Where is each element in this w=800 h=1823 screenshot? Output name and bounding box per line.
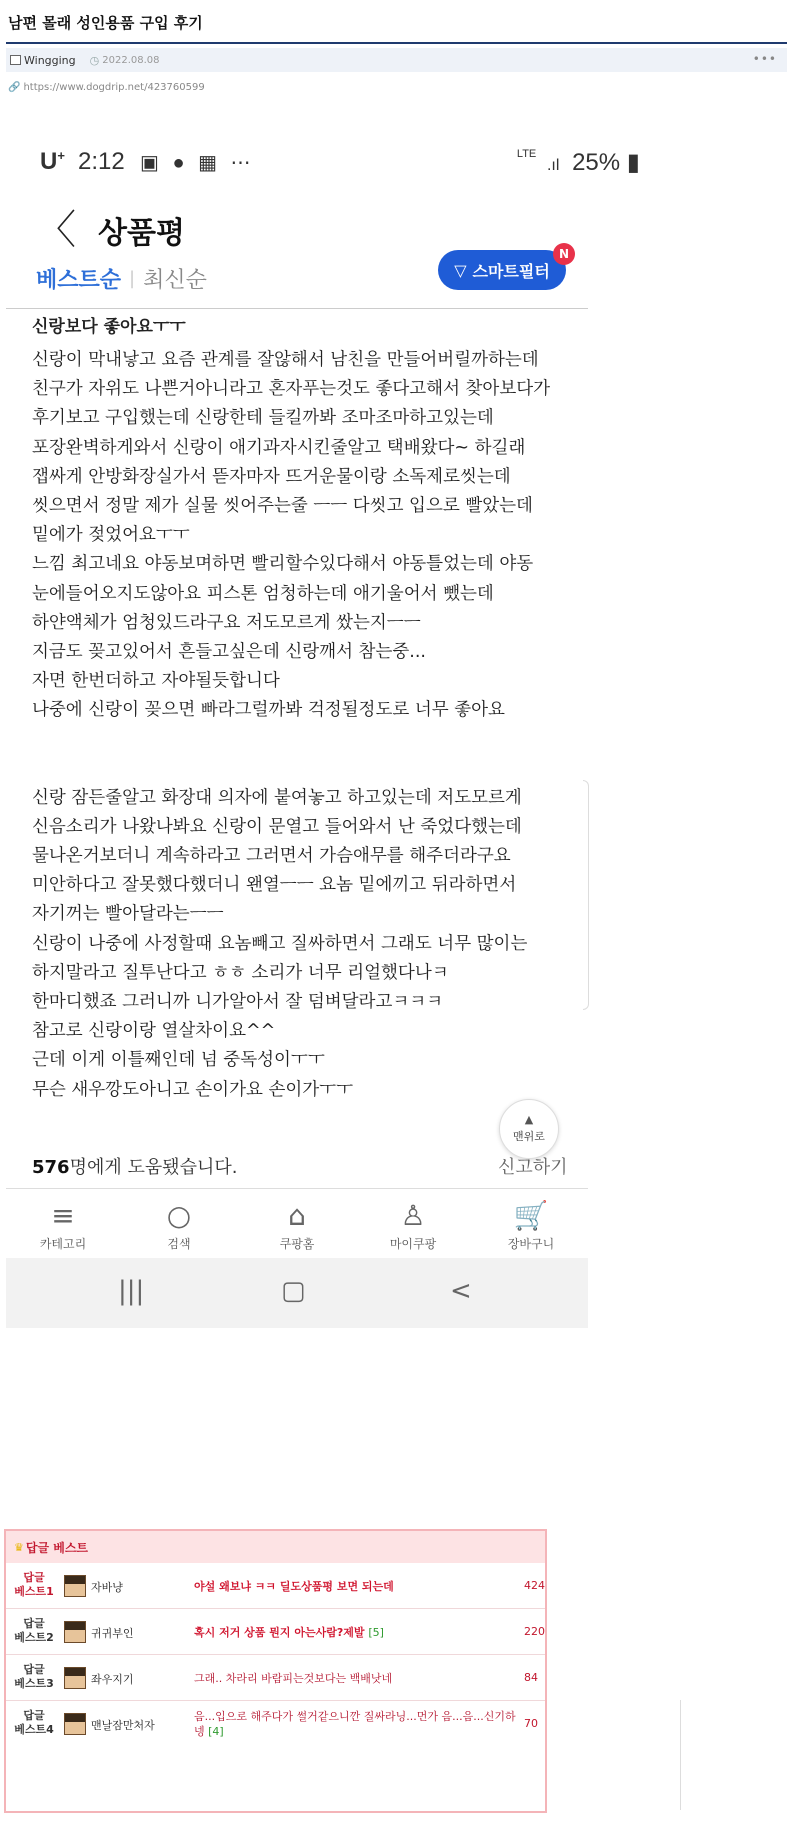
sort-separator: |: [129, 267, 136, 289]
review-line: 나중에 신랑이 꽂으면 빠라그럴까봐 걱정될정도로 너무 좋아요: [32, 700, 505, 721]
avatar: [64, 1713, 86, 1735]
android-nav-bar: [6, 1258, 588, 1328]
best-replies-title: 답글 베스트: [25, 1540, 89, 1555]
review-line: 밑에가 젖었어요ㅜㅜ: [32, 525, 190, 546]
post-date: 2022.08.08: [102, 54, 160, 66]
home-icon: ⌂: [288, 1199, 306, 1232]
review-line: 눈에들어오지도않아요 피스톤 엄청하는데 애기울어서 뺐는데: [32, 583, 494, 604]
clock-icon: ◷: [89, 53, 100, 67]
report-link[interactable]: 신고하기: [498, 1157, 568, 1178]
sort-best-tab[interactable]: 베스트순: [36, 267, 122, 293]
nav-label: 검색: [167, 1237, 191, 1251]
scroll-to-top-button[interactable]: [499, 1099, 559, 1159]
nav-home[interactable]: [252, 1199, 342, 1252]
reply-score: 424: [524, 1579, 545, 1592]
review-line: 신랑이 나중에 사정할때 요놈빼고 질싸하면서 그래도 너무 많이는: [32, 933, 528, 954]
helpful-number: 576: [32, 1157, 70, 1178]
post-meta-bar: [6, 48, 787, 72]
nav-search[interactable]: [134, 1199, 224, 1252]
reply-rank: 답글 베스트4: [14, 1709, 54, 1736]
up-arrow-icon: ▲: [524, 1113, 534, 1126]
menu-icon: ≡: [51, 1199, 75, 1232]
nav-cart[interactable]: [486, 1199, 576, 1252]
paragraph-gap: [32, 726, 582, 784]
post-url[interactable]: https://www.dogdrip.net/423760599: [23, 82, 205, 93]
author-level-icon: [10, 55, 21, 65]
header-divider: [6, 308, 588, 309]
review-line: 후기보고 구입했는데 신랑한테 들킬까봐 조마조마하고있는데: [32, 408, 494, 429]
person-icon: ♙: [400, 1199, 426, 1232]
review-line: 신음소리가 나왔나봐요 신랑이 문열고 들어와서 난 죽었다했는데: [32, 816, 522, 837]
notification-icons: ▣ ● ▦ ⋯: [140, 152, 255, 174]
carrier-label: U+: [40, 148, 65, 175]
review-line: 느낌 최고네요 야동보며하면 빨리할수있다해서 야동틀었는데 야동: [32, 554, 534, 575]
nav-label: 장바구니: [507, 1237, 555, 1251]
reply-comment-count: [4]: [208, 1725, 224, 1738]
review-line: 미안하다고 잘못했다했더니 왠열ㅡㅡ 요놈 밑에끼고 뒤라하면서: [32, 875, 517, 896]
review-line: 참고로 신랑이랑 열살차이요^^: [32, 1021, 276, 1042]
best-reply-row[interactable]: [6, 1609, 545, 1655]
review-line: 지금도 꽂고있어서 흔들고싶은데 신랑깨서 참는중...: [32, 642, 426, 663]
app-header: [36, 205, 185, 255]
side-divider: [680, 1700, 690, 1810]
signal-icon: .ıl: [546, 157, 560, 174]
review-line: 친구가 자위도 나쁜거아니라고 혼자푸는것도 좋다고해서 찾아보다가: [32, 379, 551, 400]
lte-icon: LTE: [516, 148, 537, 160]
new-badge: N: [553, 243, 575, 265]
reply-rank: 답글 베스트2: [14, 1617, 54, 1644]
post-author[interactable]: Wingging: [24, 53, 76, 67]
reply-text[interactable]: 그래.. 차라리 바람피는것보다는 백배낫네: [194, 1672, 393, 1685]
best-reply-row[interactable]: [6, 1701, 545, 1747]
nav-category[interactable]: [18, 1199, 108, 1252]
status-time: 2:12: [78, 148, 125, 175]
reply-text[interactable]: 야설 왜보냐 ㅋㅋ 딜도상품평 보면 되는데: [194, 1580, 394, 1593]
reply-score: 84: [524, 1671, 538, 1684]
reply-nickname[interactable]: 맨날잠만처자: [91, 1719, 155, 1732]
nav-label: 카테고리: [39, 1237, 87, 1251]
scroll-indicator[interactable]: [583, 780, 589, 1010]
battery-percent: 25%: [572, 149, 621, 176]
reply-nickname[interactable]: 귀귀부인: [91, 1627, 134, 1640]
avatar: [64, 1621, 86, 1643]
review-line: 잽싸게 안방화장실가서 뜯자마자 뜨거운물이랑 소독제로씻는데: [32, 466, 511, 487]
avatar: [64, 1667, 86, 1689]
cart-icon: 🛒: [513, 1199, 549, 1232]
nav-label: 쿠팡홈: [279, 1237, 315, 1251]
sort-latest-tab[interactable]: 최신순: [143, 267, 207, 293]
post-url-row: [8, 82, 205, 93]
smart-filter-button[interactable]: [438, 250, 566, 290]
search-icon: ○: [166, 1199, 192, 1232]
best-replies-header: [6, 1531, 545, 1563]
review-line: 근데 이게 이틀째인데 넘 중독성이ㅜㅜ: [32, 1050, 325, 1071]
best-replies-box: [4, 1529, 547, 1813]
to-top-label: 맨위로: [513, 1130, 545, 1143]
review-line: 한마디했죠 그러니까 니가알아서 잘 덤벼달라고ㅋㅋㅋ: [32, 992, 444, 1013]
review-line: 신랑이 막내낳고 요즘 관계를 잘않해서 남친을 만들어버릴까하는데: [32, 350, 539, 370]
phone-status-bar: [40, 148, 640, 182]
reply-text[interactable]: 혹시 저거 상품 뭔지 아는사람?제발 [5]: [194, 1626, 384, 1639]
review-line: 하얀액체가 엄청있드라구요 저도모르게 쌌는지ㅡㅡ: [32, 612, 421, 633]
home-button-icon[interactable]: ▢: [281, 1276, 306, 1306]
review-line: 물나온거보더니 계속하라고 그러면서 가슴애무를 해주더라구요: [32, 846, 511, 867]
review-line: 신랑 잠든줄알고 화장대 의자에 붙여놓고 하고있는데 저도모르게: [32, 787, 522, 808]
more-options-icon[interactable]: •••: [752, 52, 777, 66]
sort-tabs: [36, 258, 207, 298]
helpful-suffix: 명에게 도움됐습니다.: [69, 1157, 238, 1178]
battery-icon: ▮: [626, 149, 640, 176]
review-line: 자기꺼는 빨아달라는ㅡㅡ: [32, 904, 224, 925]
reply-rank: 답글 베스트3: [14, 1663, 54, 1690]
reply-rank: 답글 베스트1: [14, 1571, 54, 1598]
app-bottom-nav: [6, 1188, 588, 1258]
review-body: [32, 346, 582, 1105]
page-title: 상품평: [98, 216, 185, 251]
filter-icon: ▽: [454, 260, 467, 280]
phone-screenshot: [6, 110, 674, 1520]
post-title: 남편 몰래 성인용품 구입 후기: [8, 14, 203, 32]
review-heading: 신랑보다 좋아요ㅜㅜ: [32, 317, 186, 337]
link-icon: 🔗: [8, 82, 21, 93]
back-icon[interactable]: <: [450, 1276, 472, 1306]
recents-icon[interactable]: |||: [118, 1276, 145, 1306]
avatar: [64, 1575, 86, 1597]
reply-score: 220: [524, 1625, 545, 1638]
smart-filter-label: 스마트필터: [472, 261, 550, 281]
nav-label: 마이쿠팡: [389, 1237, 437, 1251]
reply-text[interactable]: 음...입으로 해주다가 썰거같으니깐 질싸라닝...먼가 음...음...신기하넹 [4]: [194, 1710, 516, 1738]
title-divider: [6, 42, 787, 44]
review-line: 씻으면서 정말 제가 실물 씻어주는줄 ㅡㅡ 다씻고 입으로 빨았는데: [32, 496, 533, 517]
reply-nickname[interactable]: 자바냥: [91, 1581, 123, 1594]
best-reply-row[interactable]: [6, 1563, 545, 1609]
review-line: 자면 한번더하고 자야될듯합니다: [32, 671, 280, 692]
helpful-count: [32, 1153, 238, 1179]
review-line: 무슨 새우깡도아니고 손이가요 손이가ㅜㅜ: [32, 1079, 353, 1100]
review-line: 포장완벽하게와서 신랑이 애기과자시킨줄알고 택배왔다~ 하길래: [32, 437, 526, 458]
back-arrow-icon[interactable]: 〈: [36, 207, 76, 253]
status-right: [517, 148, 640, 177]
nav-my[interactable]: [368, 1199, 458, 1252]
crown-icon: ♛: [14, 1540, 24, 1554]
reply-comment-count: [5]: [368, 1626, 384, 1639]
reply-score: 70: [524, 1717, 538, 1730]
best-reply-row[interactable]: [6, 1655, 545, 1701]
reply-nickname[interactable]: 좌우지기: [91, 1673, 134, 1686]
review-line: 하지말라고 질투난다고 ㅎㅎ 소리가 너무 리얼했다나ㅋ: [32, 962, 449, 983]
